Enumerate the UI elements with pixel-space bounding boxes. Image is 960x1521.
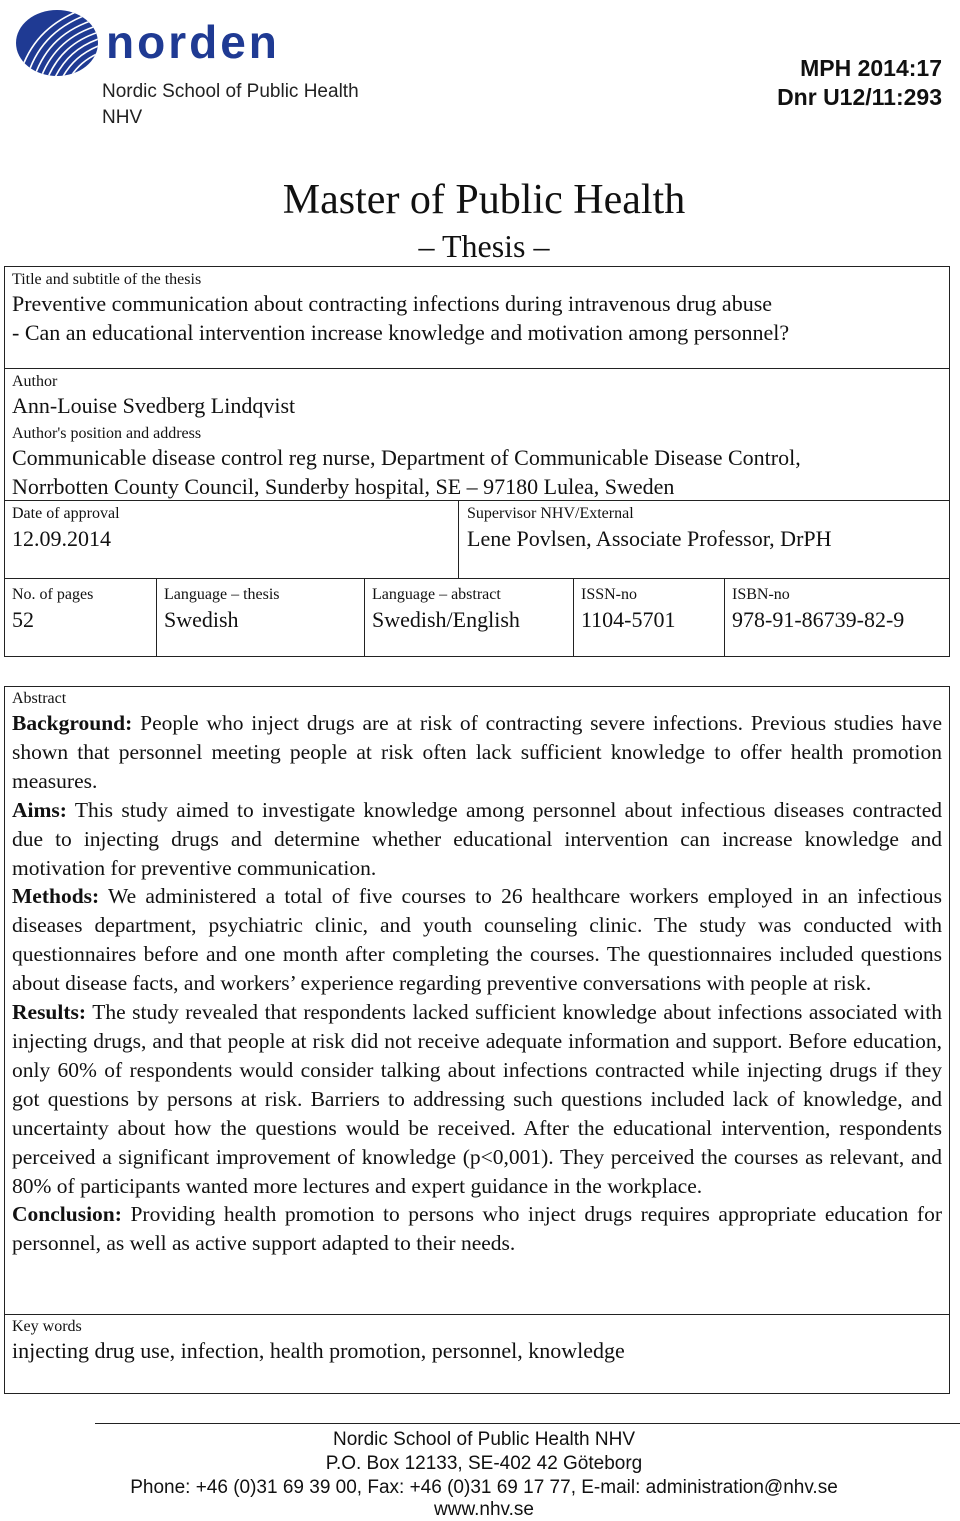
thesis-subtitle: - Can an educational intervention increase knowledge and motivation among personnel?	[12, 320, 790, 345]
abstract-body	[12, 709, 942, 1258]
position-line-2: Norrbotten County Council, Sunderby hospital, SE – 97180 Lulea, Sweden	[12, 474, 675, 499]
footer-school: Nordic School of Public Health NHV	[332, 1429, 636, 1450]
author-name: Ann-Louise Svedberg Lindqvist	[12, 393, 296, 418]
aims-heading: Aims:	[12, 797, 67, 822]
divider	[724, 578, 725, 657]
issn-value: 1104-5701	[581, 607, 676, 632]
language-thesis-label: Language – thesis	[164, 586, 280, 603]
page-title: Master of Public Health	[282, 177, 686, 223]
registry-number: Dnr U12/11:293	[777, 84, 942, 110]
thesis-title-label: Title and subtitle of the thesis	[12, 271, 202, 288]
approval-label: Date of approval	[12, 505, 120, 522]
supervisor-label: Supervisor NHV/External	[467, 505, 634, 522]
thesis-title: Preventive communication about contracting infections during intravenous drug abuse	[12, 291, 773, 316]
divider	[156, 578, 157, 657]
reference-number: MPH 2014:17	[800, 55, 942, 81]
keywords-label: Key words	[12, 1318, 82, 1335]
abstract-label: Abstract	[12, 690, 67, 707]
divider	[4, 368, 950, 369]
results-heading: Results:	[12, 1000, 87, 1025]
methods-heading: Methods:	[12, 884, 100, 909]
divider	[573, 578, 574, 657]
footer-website-link[interactable]: www.nhv.se	[434, 1499, 534, 1520]
logo-nhv: NHV	[102, 107, 143, 128]
footer-divider	[95, 1423, 960, 1424]
divider	[364, 578, 365, 657]
pages-value: 52	[12, 607, 34, 632]
footer-contact: Phone: +46 (0)31 69 39 00, Fax: +46 (0)31 69 17 77, E-mail: administration@nhv.se	[130, 1477, 838, 1498]
divider	[458, 500, 459, 578]
logo-wordmark: norden	[106, 16, 280, 68]
norden-globe-icon	[14, 8, 100, 78]
supervisor-name: Lene Povlsen, Associate Professor, DrPH	[467, 526, 832, 551]
language-thesis-value: Swedish	[164, 607, 239, 632]
language-abstract-value: Swedish/English	[372, 607, 520, 632]
author-label: Author	[12, 373, 58, 390]
position-line-1: Communicable disease control reg nurse, Department of Communicable Disease Control,	[12, 445, 801, 470]
issn-label: ISSN-no	[581, 586, 638, 603]
divider	[4, 578, 950, 579]
results-text: The study revealed that respondents lacked sufficient knowledge about infections associated with injecting drugs, and that people at risk did not receive adequate information and support. Before education, only 60% of respondents would consider talking about infections contracted while injecting drugs if they got questions by persons at risk. Barriers to addressing such questions included lack of knowledge, and uncertainty about how the questions would be received. After the educational intervention, respondents perceived a significant improvement of knowledge (p<0,001). They perceived the courses as relevant, and 80% of participants wanted more lectures and expert guidance in the workplace.	[12, 1000, 942, 1198]
norden-logo	[12, 6, 392, 130]
position-label: Author's position and address	[12, 425, 202, 442]
logo-school-name: Nordic School of Public Health	[102, 81, 359, 102]
language-abstract-label: Language – abstract	[372, 586, 501, 603]
pages-label: No. of pages	[12, 586, 94, 603]
abstract-background	[12, 709, 942, 796]
footer-address: P.O. Box 12133, SE-402 42 Göteborg	[325, 1453, 643, 1474]
abstract-results	[12, 998, 942, 1200]
background-heading: Background:	[12, 711, 133, 735]
aims-text: This study aimed to investigate knowledge among personnel about infectious diseases contracted due to injecting drugs and determine whether educational intervention can increase knowledge and motivation for preventive communication.	[12, 797, 942, 880]
abstract-conclusion	[12, 1200, 942, 1258]
abstract-methods	[12, 882, 942, 998]
abstract-aims	[12, 796, 942, 883]
background-text: People who inject drugs are at risk of contracting severe infections. Previous studies have shown that personnel meeting people at risk often lack sufficient knowledge to offer health promotion measures.	[12, 711, 943, 793]
divider	[4, 500, 950, 501]
page-subtitle: – Thesis –	[418, 228, 550, 264]
approval-date: 12.09.2014	[12, 526, 111, 551]
methods-text: We administered a total of five courses to 26 healthcare workers employed in an infectious diseases department, psychiatric clinic, and youth counseling clinic. The study was conducted with questionnaires before and one month after completing the courses. The questionnaires included questions about disease facts, and workers’ experience regarding preventive conversations with people at risk.	[12, 884, 942, 996]
divider	[4, 1314, 950, 1315]
keywords-value: injecting drug use, infection, health promotion, personnel, knowledge	[12, 1338, 625, 1363]
isbn-value: 978-91-86739-82-9	[732, 607, 905, 632]
conclusion-heading: Conclusion:	[12, 1202, 122, 1227]
isbn-label: ISBN-no	[732, 586, 790, 603]
conclusion-text: Providing health promotion to persons who inject drugs requires appropriate education for personnel, as well as active support adapted to their needs.	[12, 1202, 943, 1256]
